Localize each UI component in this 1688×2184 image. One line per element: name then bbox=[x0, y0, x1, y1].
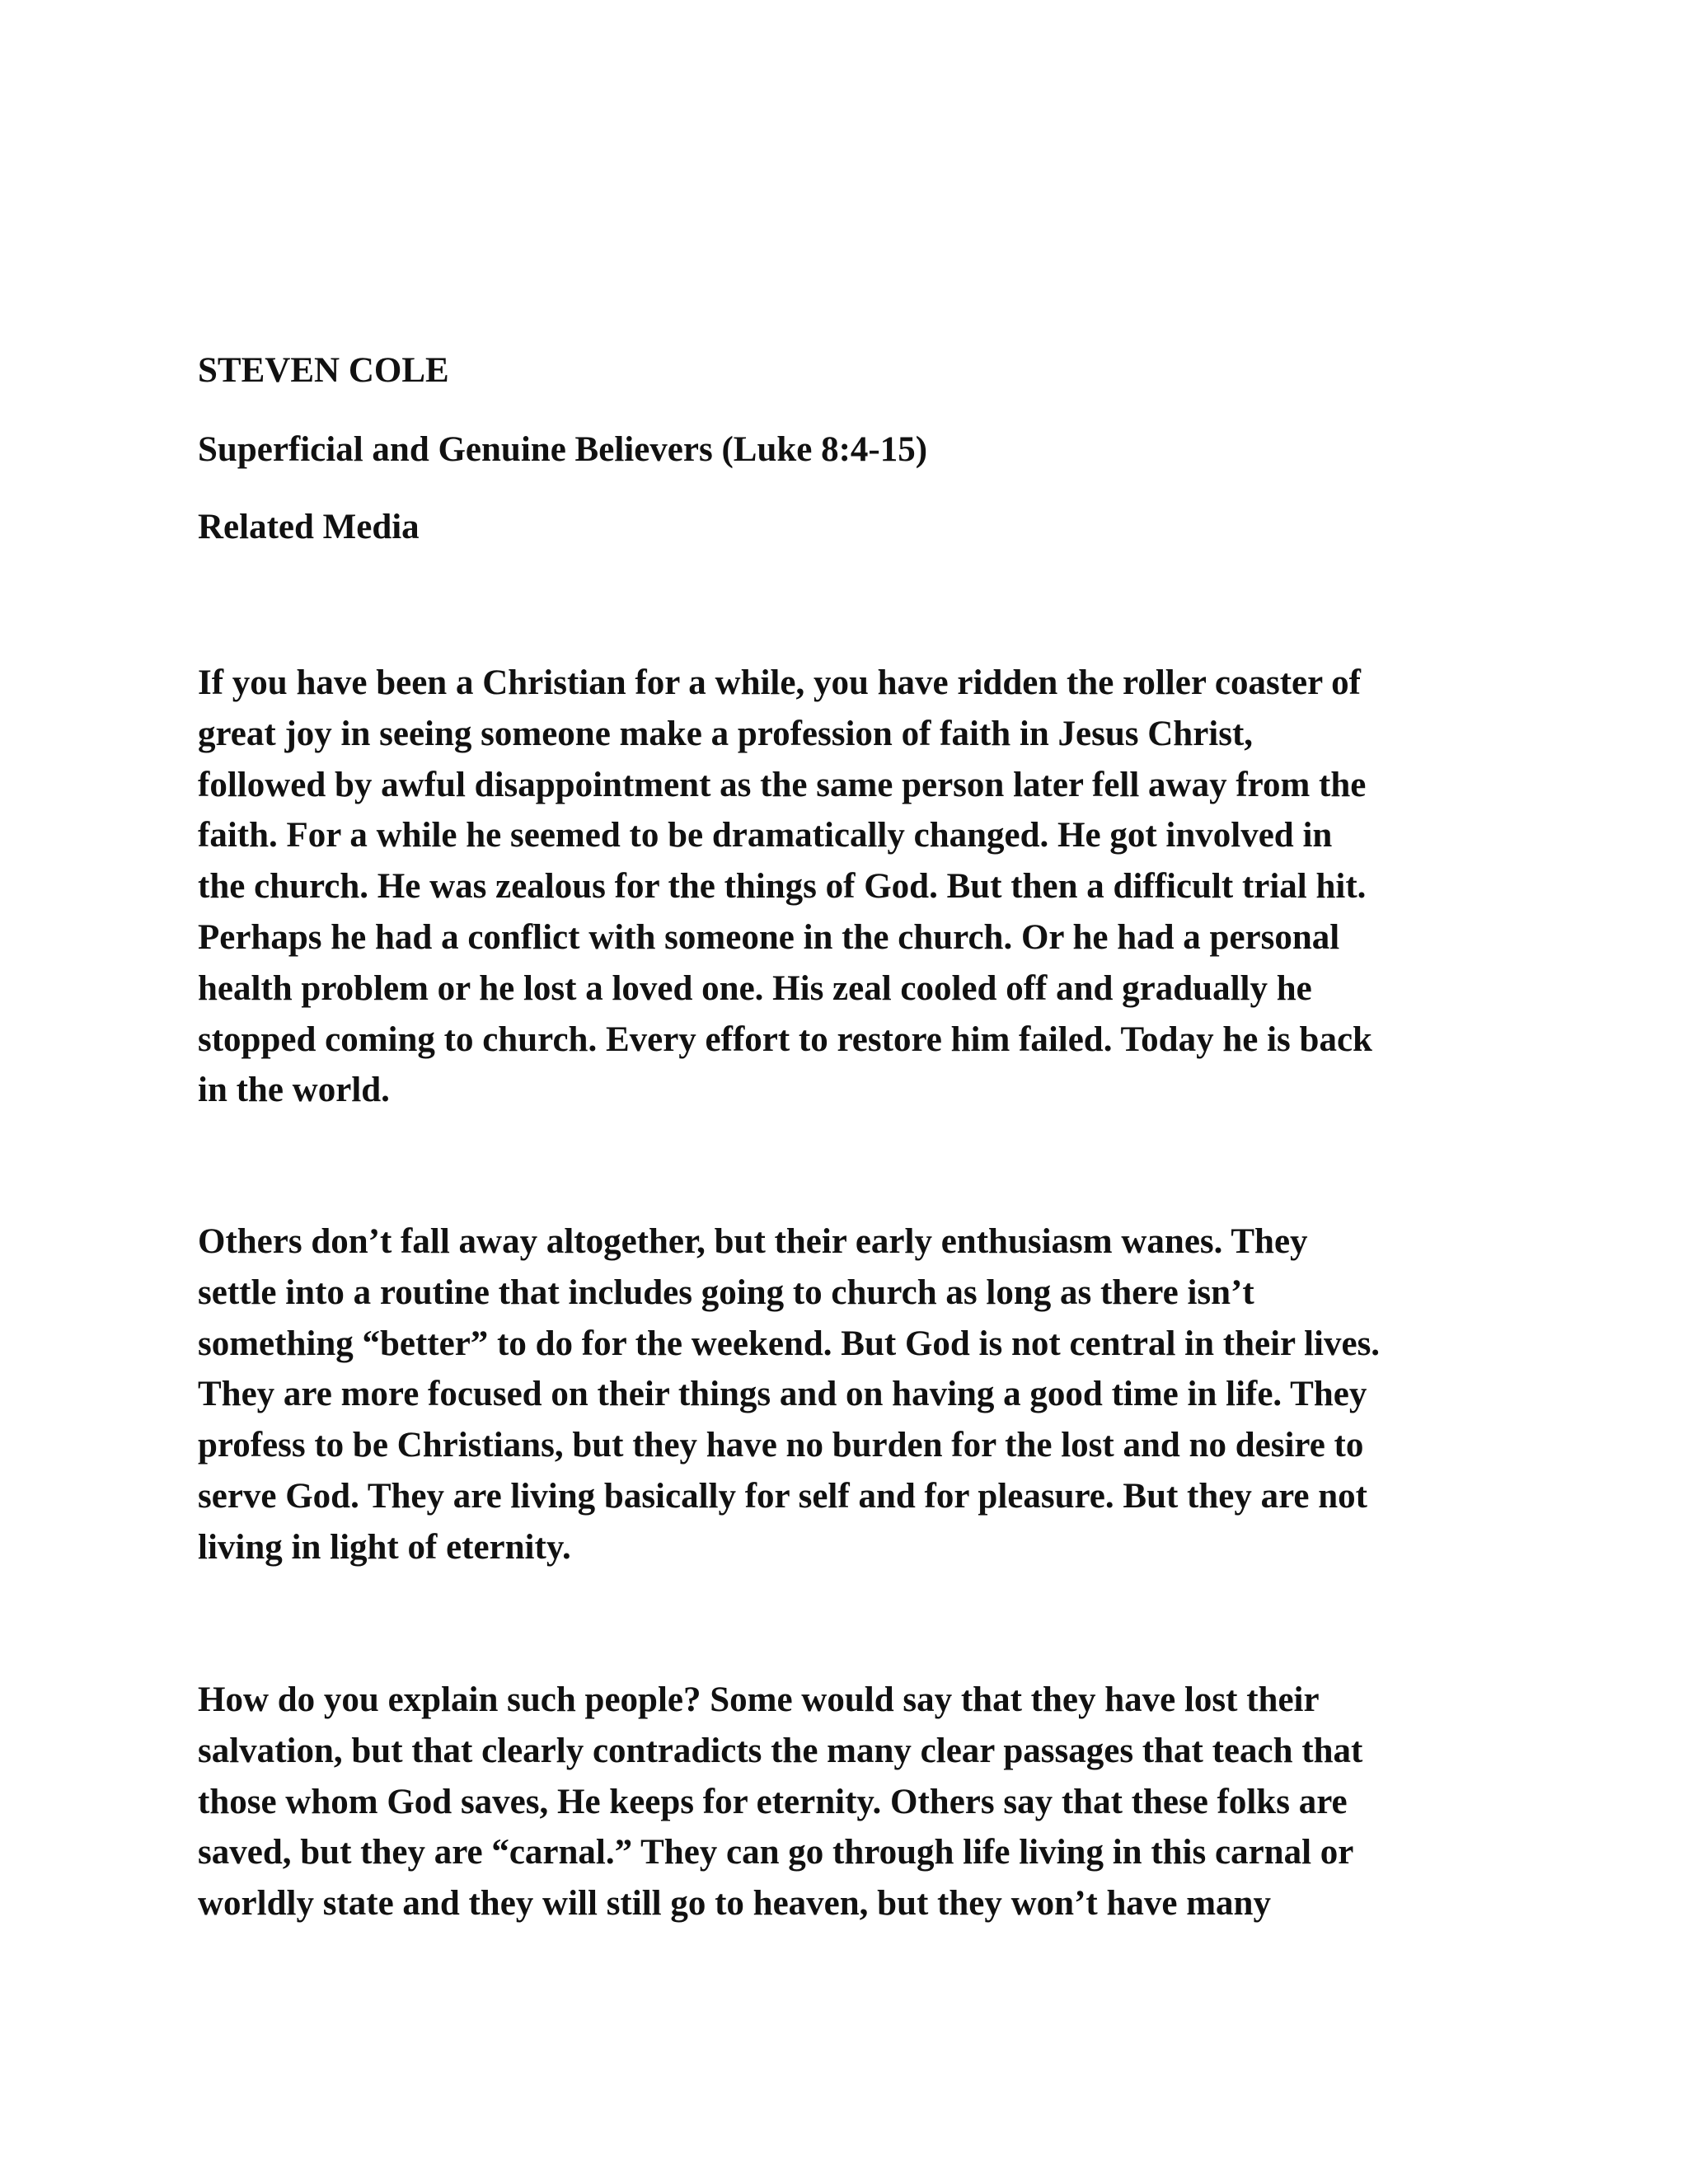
paragraph-line: serve God. They are living basically for self and for pleasure. But they are not bbox=[198, 1476, 1367, 1516]
paragraph bbox=[198, 658, 1500, 1116]
paragraph-line: followed by awful disappointment as the same person later fell away from the bbox=[198, 765, 1367, 804]
paragraph-line: the church. He was zealous for the things of God. But then a difficult trial hit. bbox=[198, 867, 1367, 907]
author-name: STEVEN COLE bbox=[198, 351, 449, 390]
paragraph bbox=[198, 1216, 1500, 1573]
paragraph-line: saved, but they are “carnal.” They can go through life living in this carnal or bbox=[198, 1833, 1354, 1872]
paragraph-line: How do you explain such people? Some would say that they have lost their bbox=[198, 1680, 1320, 1719]
related-media-label: Related Media bbox=[198, 508, 420, 546]
paragraph-line: stopped coming to church. Every effort to restore him failed. Today he is back bbox=[198, 1019, 1372, 1059]
paragraph-line: worldly state and they will still go to heaven, but they won’t have many bbox=[198, 1884, 1271, 1924]
paragraph-line: living in light of eternity. bbox=[198, 1527, 571, 1567]
paragraph-line: faith. For a while he seemed to be dramatically changed. He got involved in bbox=[198, 816, 1333, 855]
paragraph-line: Others don’t fall away altogether, but their early enthusiasm wanes. They bbox=[198, 1222, 1308, 1261]
paragraph-line: If you have been a Christian for a while, you have ridden the roller coaster of bbox=[198, 663, 1362, 702]
paragraph-line: something “better” to do for the weekend. But God is not central in their lives. bbox=[198, 1324, 1381, 1363]
paragraph-line: those whom God saves, He keeps for eternity. Others say that these folks are bbox=[198, 1782, 1348, 1821]
paragraph-line: profess to be Christians, but they have no burden for the lost and no desire to bbox=[198, 1426, 1364, 1465]
paragraph-line: great joy in seeing someone make a profession of faith in Jesus Christ, bbox=[198, 714, 1254, 753]
paragraph-line: Perhaps he had a conflict with someone in the church. Or he had a personal bbox=[198, 917, 1340, 957]
paragraph-line: settle into a routine that includes going to church as long as there isn’t bbox=[198, 1272, 1254, 1312]
paragraph-line: They are more focused on their things and on having a good time in life. They bbox=[198, 1375, 1367, 1414]
paragraph-line: salvation, but that clearly contradicts the many clear passages that teach that bbox=[198, 1731, 1363, 1770]
paragraph-line: health problem or he lost a loved one. His zeal cooled off and gradually he bbox=[198, 968, 1312, 1008]
sermon-title: Superficial and Genuine Believers (Luke 8:4-15) bbox=[198, 430, 928, 469]
paragraph bbox=[198, 1675, 1500, 1929]
paragraph-line: in the world. bbox=[198, 1071, 390, 1110]
